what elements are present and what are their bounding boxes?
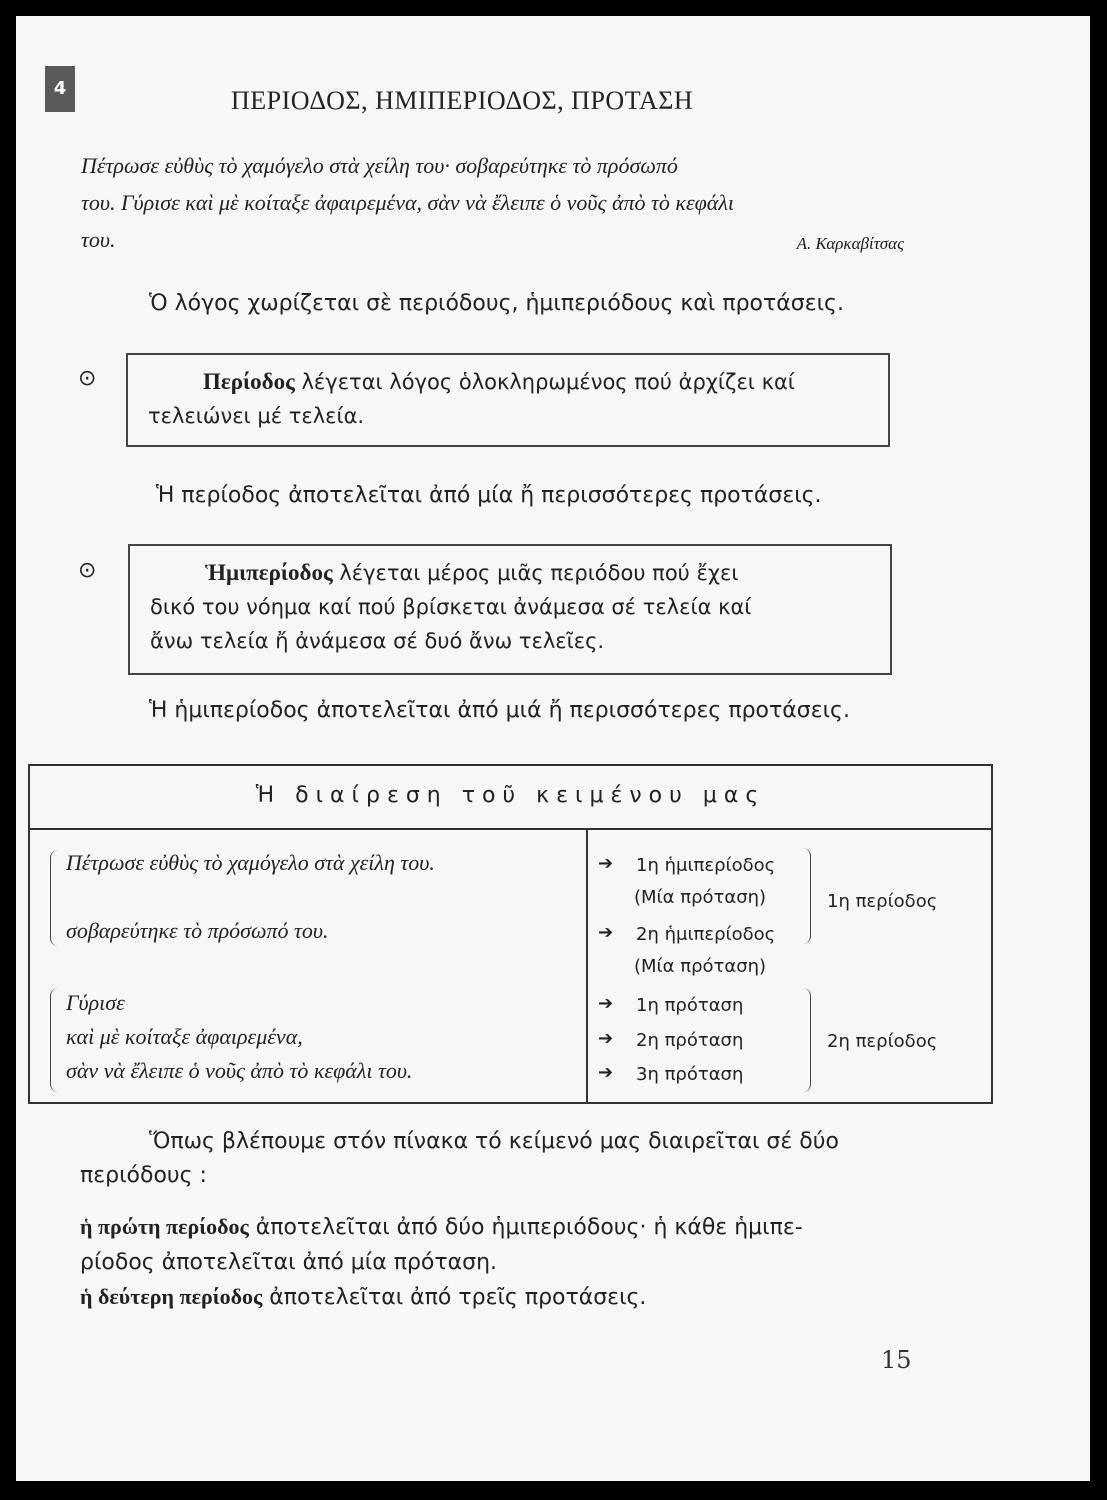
- summary-text: ἀποτελεῖται ἀπό τρεῖς προτάσεις.: [262, 1285, 647, 1310]
- period-label: 2η περίοδος: [827, 1031, 938, 1052]
- table-divider: [586, 828, 588, 1104]
- book-page: [16, 16, 1090, 1481]
- quote-line-1: Πέτρωσε εὐθὺς τὸ χαμόγελο στὰ χείλη του· σοβαρεύτηκε τὸ πρόσωπό: [81, 153, 678, 178]
- summary-text: ἀποτελεῖται ἀπό δύο ἡμιπεριόδους· ἡ κάθε ἡμιπε-: [248, 1215, 803, 1240]
- arrow-icon: ➔: [598, 993, 614, 1014]
- table-header: Ἡ διαίρεση τοῦ κειμένου μας: [30, 766, 991, 830]
- definition-box-period: [126, 353, 890, 447]
- definition-text: τελειώνει μέ τελεία.: [148, 404, 365, 428]
- summary-second: [80, 1284, 646, 1310]
- intro-text: Ὁ λόγος χωρίζεται σὲ περιόδους, ἡμιπεριόδους καὶ προτάσεις.: [149, 291, 844, 316]
- right-brace: [802, 988, 811, 1092]
- table-text-line: Πέτρωσε εὐθὺς τὸ χαμόγελο στὰ χείλη του.: [66, 850, 435, 875]
- term-semiperiod: Ἡμιπερίοδος: [205, 560, 333, 585]
- arrow-icon: ➔: [598, 922, 614, 943]
- definition-text: λέγεται λόγος ὁλοκληρωμένος πού ἀρχίζει καί: [294, 370, 795, 394]
- arrow-icon: ➔: [598, 1028, 614, 1049]
- summary-line: περιόδους :: [80, 1163, 207, 1188]
- chapter-badge: 4: [45, 66, 75, 112]
- table-result: 3η πρόταση: [636, 1064, 744, 1085]
- quote-line-3: του.: [81, 227, 116, 252]
- table-result: (Μία πρόταση): [634, 956, 767, 977]
- note-semiperiod: Ἡ ἡμιπερίοδος ἀποτελεῖται ἀπό μιά ἤ περισσότερες προτάσεις.: [149, 698, 850, 723]
- page-title: ΠΕΡΙΟΔΟΣ, ΗΜΙΠΕΡΙΟΔΟΣ, ΠΡΟΤΑΣΗ: [231, 86, 694, 115]
- definition-box-semiperiod: [128, 544, 892, 675]
- left-brace: [50, 988, 59, 1092]
- table-result: 2η ἡμιπερίοδος: [636, 924, 776, 945]
- table-text-line: Γύρισε: [66, 990, 125, 1015]
- quote-line-2: του. Γύρισε καὶ μὲ κοίταξε ἀφαιρεμένα, σὰν νὰ ἔλειπε ὁ νοῦς ἀπὸ τὸ κεφάλι: [81, 190, 734, 215]
- term-second-period: ἡ δεύτερη περίοδος: [80, 1284, 263, 1309]
- table-text-line: καὶ μὲ κοίταξε ἀφαιρεμένα,: [66, 1024, 303, 1049]
- table-text-line: σοβαρεύτηκε τὸ πρόσωπό του.: [66, 918, 329, 943]
- table-result: 2η πρόταση: [636, 1030, 744, 1051]
- bullet-icon: ⊙: [78, 366, 97, 391]
- note-period: Ἡ περίοδος ἀποτελεῖται ἀπό μία ἤ περισσότερες προτάσεις.: [156, 483, 822, 508]
- summary-first: [80, 1214, 803, 1240]
- table-result: 1η πρόταση: [636, 995, 744, 1016]
- term-period: Περίοδος: [203, 369, 295, 394]
- term-first-period: ἡ πρώτη περίοδος: [80, 1214, 249, 1239]
- bullet-icon: ⊙: [78, 558, 97, 583]
- left-brace: [50, 850, 59, 946]
- summary-line: Ὅπως βλέπουμε στόν πίνακα τό κείμενό μας διαιρεῖται σέ δύο: [149, 1129, 839, 1154]
- page-number: 15: [881, 1346, 912, 1374]
- arrow-icon: ➔: [598, 853, 614, 874]
- quote-author: Α. Καρκαβίτσας: [796, 234, 904, 253]
- table-result: 1η ἡμιπερίοδος: [636, 855, 776, 876]
- table-text-line: σὰν νὰ ἔλειπε ὁ νοῦς ἀπὸ τὸ κεφάλι του.: [66, 1058, 413, 1083]
- summary-line: ρίοδος ἀποτελεῖται ἀπό μία πρόταση.: [80, 1250, 498, 1275]
- definition-text: δικό του νόημα καί πού βρίσκεται ἀνάμεσα σέ τελεία καί: [150, 595, 752, 619]
- division-table: [28, 764, 993, 1104]
- table-result: (Μία πρόταση): [634, 887, 767, 908]
- right-brace: [802, 848, 811, 944]
- arrow-icon: ➔: [598, 1062, 614, 1083]
- period-label: 1η περίοδος: [827, 891, 938, 912]
- definition-text: λέγεται μέρος μιᾶς περιόδου πού ἔχει: [332, 561, 739, 585]
- definition-text: ἄνω τελεία ἤ ἀνάμεσα σέ δυό ἄνω τελεῖες.: [150, 629, 605, 653]
